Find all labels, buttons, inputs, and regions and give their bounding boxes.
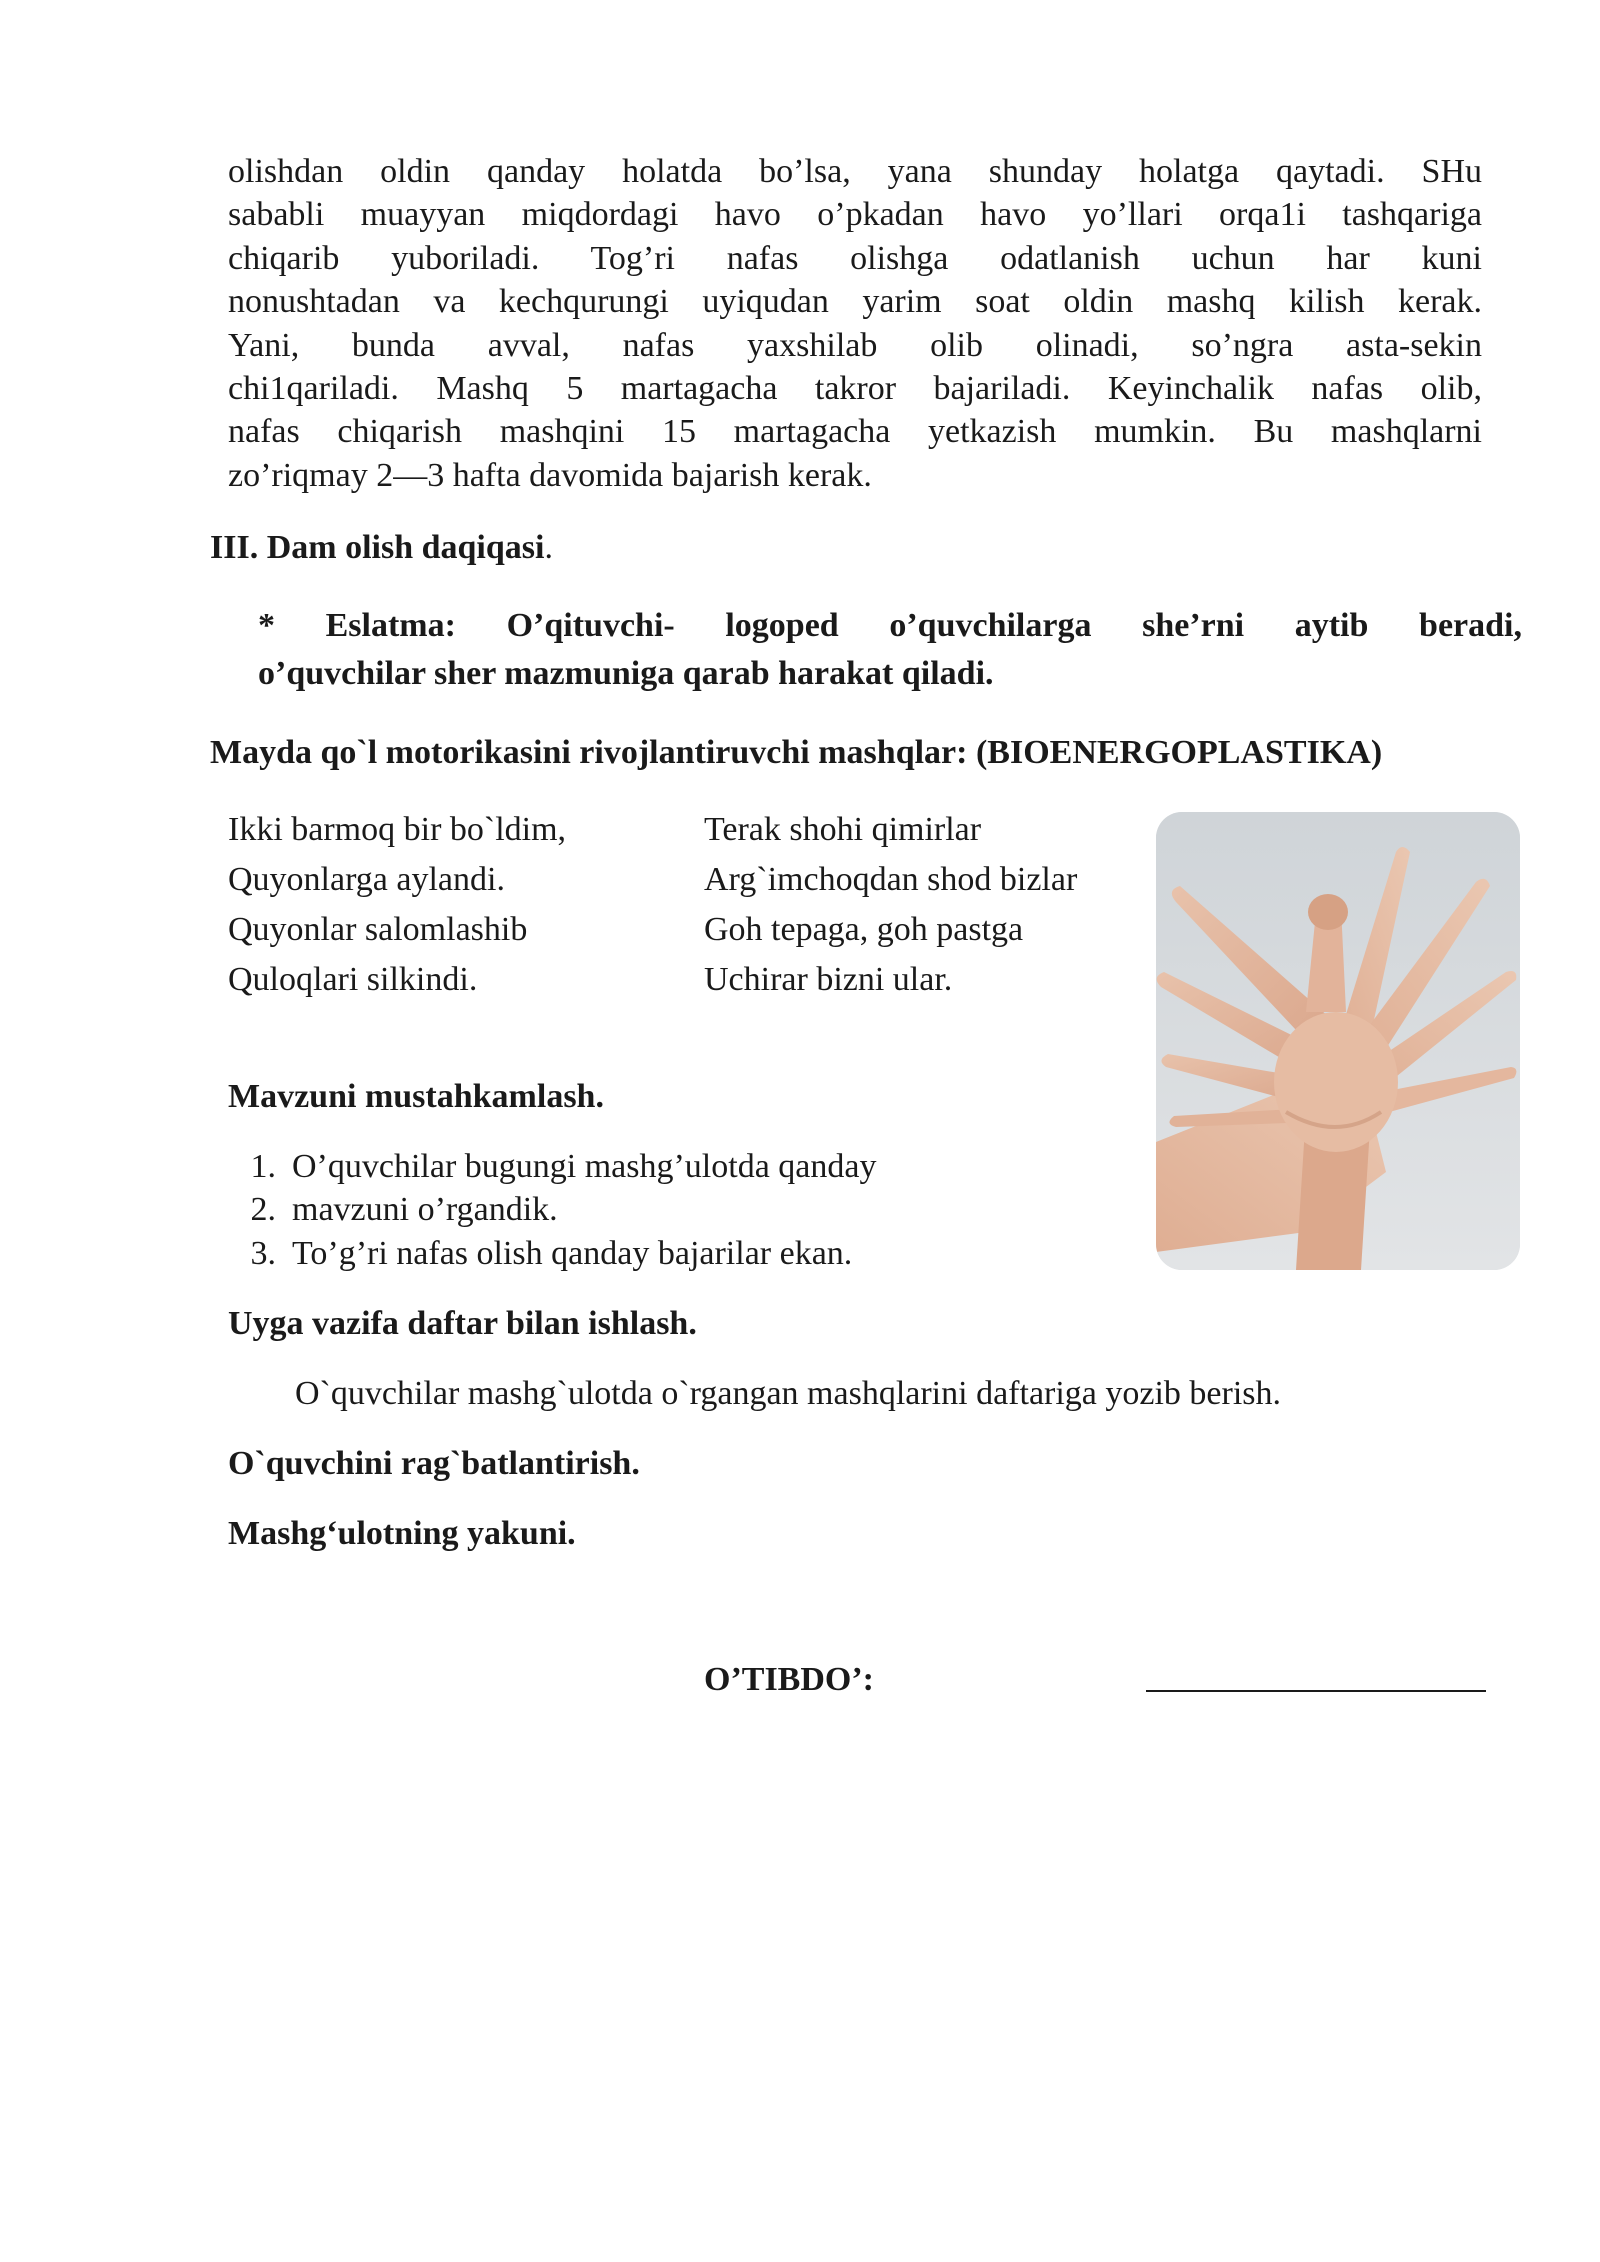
list-item-number: 3.: [250, 1234, 276, 1272]
poem-column-left: [228, 805, 566, 1005]
paragraph-line: chi1qariladi. Mashq 5 martagacha takror bajariladi. Keyinchalik nafas olib,: [228, 370, 1482, 408]
list-item-number: 2.: [250, 1191, 276, 1229]
signature-label: O’TIBDO’:: [704, 1661, 874, 1698]
poem-line: Arg`imchoqdan shod bizlar: [704, 861, 1078, 898]
paragraph-line: Yani, bunda avval, nafas yaxshilab olib olinadi, so’ngra asta-sekin: [228, 326, 1482, 364]
hand-butterfly-photo: [1156, 812, 1520, 1270]
list-item: [228, 1188, 876, 1231]
note-line: * Eslatma: O’qituvchi- logoped o’quvchilarga she’rni aytib beradi,: [258, 607, 1522, 644]
note-line: o’quvchilar sher mazmuniga qarab harakat qiladi.: [258, 655, 994, 692]
paragraph-line: zo’riqmay 2—3 hafta davomida bajarish kerak.: [228, 456, 872, 494]
homework-text: O`quvchilar mashg`ulotda o`rgangan mashqlarini daftariga yozib berish.: [295, 1375, 1282, 1412]
poem-line: Quyonlar salomlashib: [228, 911, 528, 948]
poem-line: Quyonlarga aylandi.: [228, 861, 505, 898]
section-heading-suffix: .: [544, 529, 553, 566]
paragraph-line: nonushtadan va kechqurungi uyiqudan yarim soat oldin mashq kilish kerak.: [228, 283, 1482, 321]
list-item-text: O’quvchilar bugungi mashg’ulotda qanday: [292, 1148, 877, 1185]
section-heading-homework: Uyga vazifa daftar bilan ishlash.: [228, 1305, 697, 1342]
paragraph-line: chiqarib yuboriladi. Tog’ri nafas olishga odatlanish uchun har kuni: [228, 239, 1482, 277]
poem-line: Quloqlari silkindi.: [228, 961, 478, 998]
poem-line: Goh tepaga, goh pastga: [704, 911, 1024, 948]
section-heading-conclusion: Mashg‘ulotning yakuni.: [228, 1515, 576, 1552]
paragraph-line: sababli muayyan miqdordagi havo o’pkadan havo yo’llari orqa1i tashqariga: [228, 196, 1482, 234]
signature-line: [1146, 1690, 1486, 1692]
list-item-text: mavzuni o’rgandik.: [292, 1191, 558, 1229]
list-item-text: To’g’ri nafas olish qanday bajarilar ekan.: [292, 1234, 853, 1272]
review-questions-list: [228, 1145, 876, 1275]
poem-line: Ikki barmoq bir bo`ldim,: [228, 811, 567, 848]
section-heading-motorika: Mayda qo`l motorikasini rivojlantiruvchi mashqlar: (BIOENERGOPLASTIKA): [210, 734, 1383, 771]
hand-illustration: [1156, 812, 1520, 1270]
paragraph-line: olishdan oldin qanday holatda bo’lsa, yana shunday holatga qaytadi. SHu: [228, 153, 1482, 190]
poem-column-right: [704, 805, 1077, 1005]
list-item: [228, 1145, 876, 1188]
section-heading-text: III. Dam olish daqiqasi: [210, 529, 545, 566]
intro-paragraph: [228, 150, 1482, 497]
poem-line: Uchirar bizni ular.: [704, 961, 953, 998]
section-heading-motivation: O`quvchini rag`batlantirish.: [228, 1445, 640, 1482]
section-heading-dam-olish: [210, 528, 553, 568]
list-item-number: 1.: [250, 1148, 276, 1185]
teacher-note: [258, 602, 1522, 698]
paragraph-line: nafas chiqarish mashqini 15 martagacha yetkazish mumkin. Bu mashqlarni: [228, 413, 1482, 451]
poem-line: Terak shohi qimirlar: [704, 811, 982, 848]
list-item: [228, 1232, 876, 1275]
section-heading-mavzu: Mavzuni mustahkamlash.: [228, 1078, 604, 1115]
